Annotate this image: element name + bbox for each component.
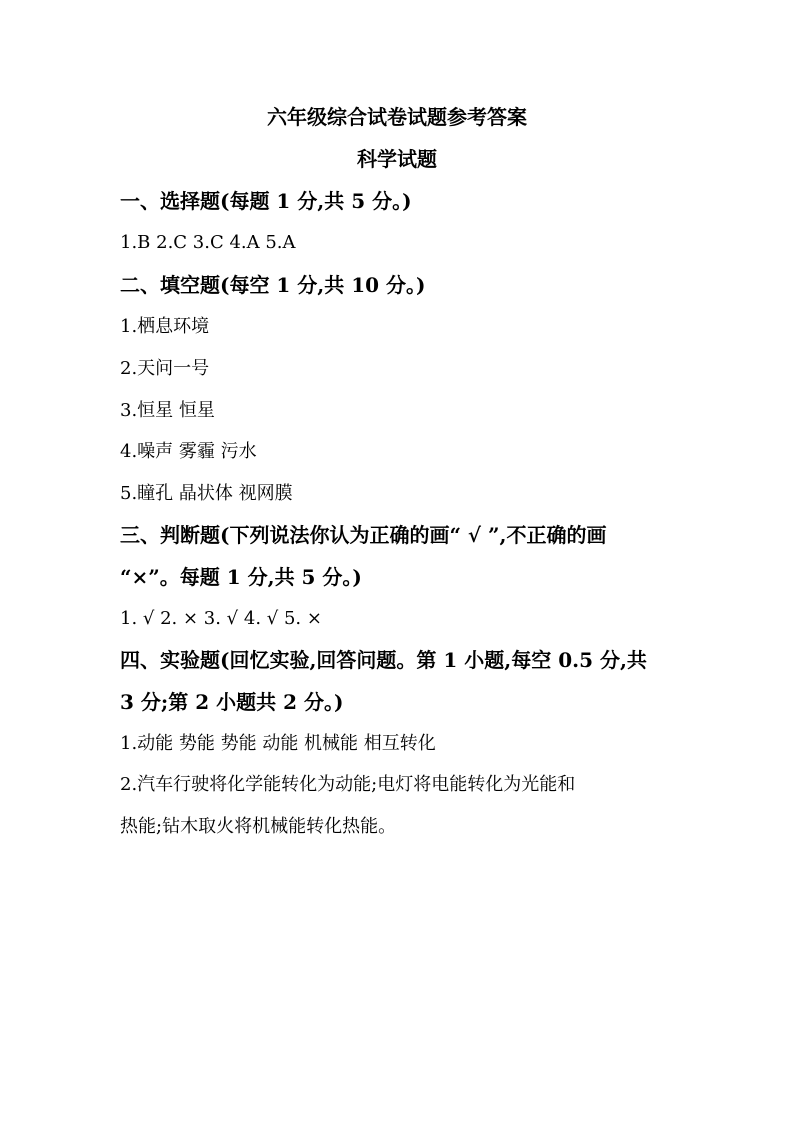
section-2-answer-1: 1.栖息环境 [120,316,210,337]
section-2-heading: 二、填空题(每空 1 分,共 10 分。) [120,273,426,297]
section-4-heading-line-2: 3 分;第 2 小题共 2 分。) [120,690,344,714]
section-2-answer-5: 5.瞳孔 晶状体 视网膜 [120,483,293,504]
section-4-heading-line-1: 四、实验题(回忆实验,回答问题。第 1 小题,每空 0.5 分,共 [120,648,647,672]
document-title: 六年级综合试卷试题参考答案 [267,105,527,129]
section-2-answer-2: 2.天问一号 [120,358,210,379]
section-4-answer-2-line-1: 2.汽车行驶将化学能转化为动能;电灯将电能转化为光能和 [120,774,576,795]
section-3-answers: 1. √ 2. × 3. √ 4. √ 5. × [120,608,322,629]
section-4-answer-2-line-2: 热能;钻木取火将机械能转化热能。 [120,816,397,837]
section-2-answer-4: 4.噪声 雾霾 污水 [120,441,257,462]
section-3-heading-line-1: 三、判断题(下列说法你认为正确的画“ √ ”,不正确的画 [120,523,607,547]
section-2-answer-3: 3.恒星 恒星 [120,400,215,421]
section-4-answer-1: 1.动能 势能 势能 动能 机械能 相互转化 [120,733,436,754]
document-subtitle: 科学试题 [357,147,437,171]
section-1-answers: 1.B 2.C 3.C 4.A 5.A [120,232,296,253]
section-3-heading-line-2: “×”。每题 1 分,共 5 分。) [120,565,362,589]
section-1-heading: 一、选择题(每题 1 分,共 5 分。) [120,189,412,213]
